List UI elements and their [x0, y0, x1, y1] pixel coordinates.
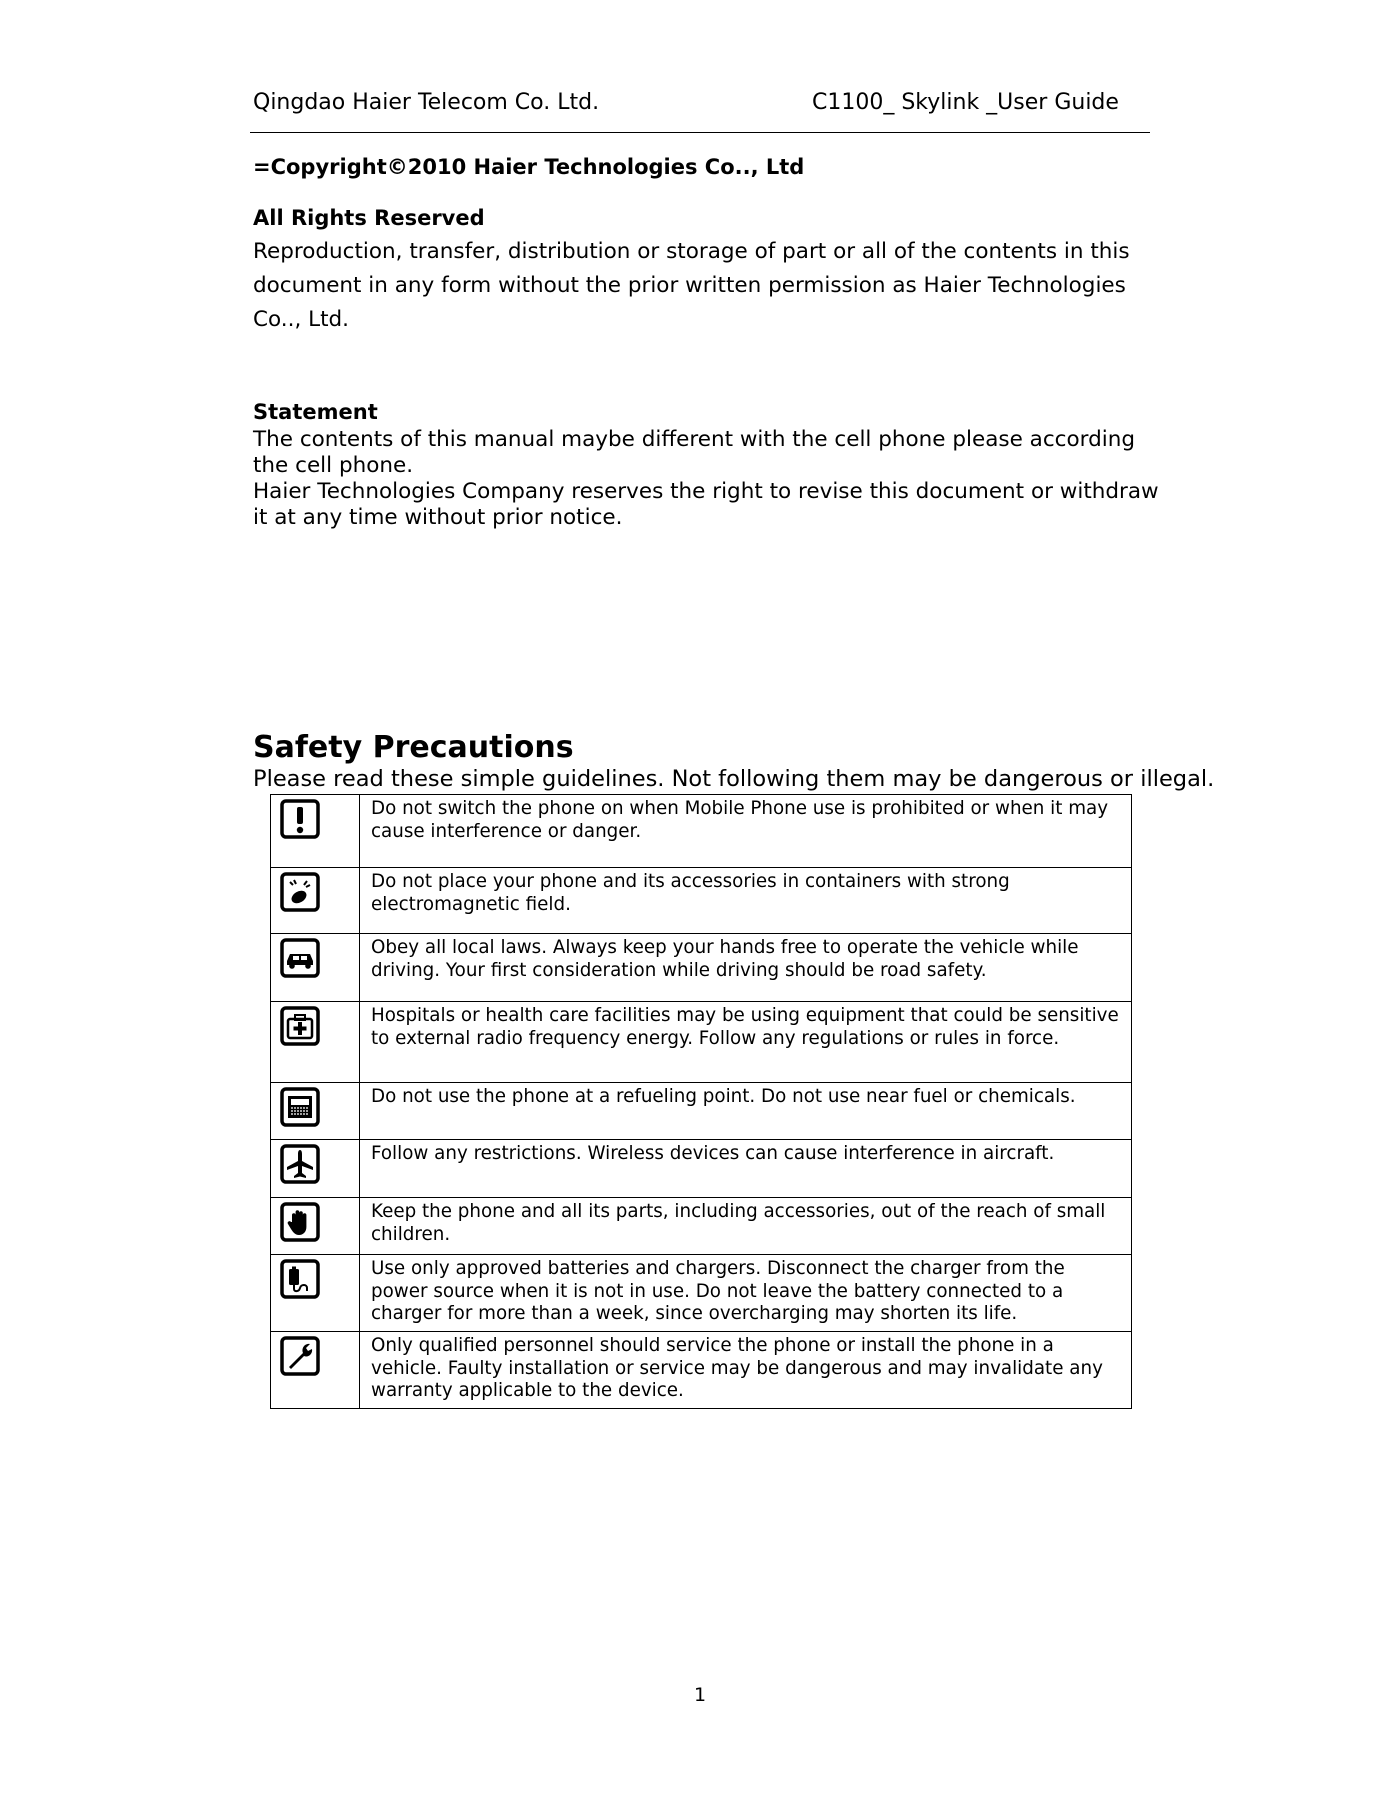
precaution-text: Only qualified personnel should service the phone or install the phone in a vehicle. Faulty installation or service may be dangerous and may invalidate any warranty applicable to the device.: [360, 1332, 1132, 1409]
page-number: 1: [693, 1684, 707, 1706]
precaution-text: Follow any restrictions. Wireless devices can cause interference in aircraft.: [360, 1140, 1132, 1198]
statement-heading: Statement: [253, 400, 378, 424]
safety-intro: Please read these simple guidelines. Not following them may be dangerous or illegal.: [253, 766, 1215, 792]
fuel-pump-icon: [280, 1087, 320, 1127]
rights-text: Reproduction, transfer, distribution or storage of part or all of the contents in this document in any form without the prior written permission as Haier Technologies Co.., Ltd.: [253, 239, 1130, 332]
car-icon: [280, 938, 320, 978]
table-row: [271, 1332, 1132, 1409]
precaution-text: Use only approved batteries and chargers. Disconnect the charger from the power source when it is not in use. Do not leave the battery connected to a charger for more than a week, since overcharging may shorten its life.: [360, 1255, 1132, 1332]
precaution-text: Hospitals or health care facilities may be using equipment that could be sensitive to external radio frequency energy. Follow any regulations or rules in force.: [360, 1002, 1132, 1083]
table-row: [271, 1002, 1132, 1083]
electromagnetic-icon: [280, 872, 320, 912]
precaution-text: Do not use the phone at a refueling point. Do not use near fuel or chemicals.: [360, 1083, 1132, 1140]
precaution-text: Keep the phone and all its parts, including accessories, out of the reach of small children.: [360, 1198, 1132, 1255]
exclamation-icon: [280, 799, 320, 839]
table-row: [271, 1140, 1132, 1198]
table-row: [271, 795, 1132, 868]
wrench-icon: [280, 1336, 320, 1376]
table-row: [271, 1255, 1132, 1332]
header-company: Qingdao Haier Telecom Co. Ltd.: [253, 90, 600, 115]
airplane-icon: [280, 1144, 320, 1184]
page-header: [250, 90, 1150, 133]
precaution-text: Do not place your phone and its accessories in containers with strong electromagnetic field.: [360, 868, 1132, 934]
copyright-line: =Copyright©2010 Haier Technologies Co.., Ltd: [253, 155, 805, 179]
statement-paragraph: The contents of this manual maybe different with the cell phone please according the cell phone.: [253, 427, 1135, 478]
medical-kit-icon: [280, 1006, 320, 1046]
battery-charger-icon: [280, 1259, 320, 1299]
table-row: [271, 1083, 1132, 1140]
safety-precautions-table: [270, 794, 1132, 1409]
safety-heading: Safety Precautions: [253, 730, 574, 765]
statement-paragraph: Haier Technologies Company reserves the right to revise this document or withdraw it at any time without prior notice.: [253, 479, 1159, 530]
rights-heading: All Rights Reserved: [253, 206, 485, 230]
header-doc-title: C1100_ Skylink _User Guide: [812, 90, 1119, 115]
statement-text: [253, 427, 1163, 531]
precaution-text: Obey all local laws. Always keep your hands free to operate the vehicle while driving. Your first consideration while driving should be road safety.: [360, 934, 1132, 1002]
table-row: [271, 868, 1132, 934]
hand-icon: [280, 1202, 320, 1242]
table-row: [271, 934, 1132, 1002]
table-row: [271, 1198, 1132, 1255]
precaution-text: Do not switch the phone on when Mobile Phone use is prohibited or when it may cause interference or danger.: [360, 795, 1132, 868]
